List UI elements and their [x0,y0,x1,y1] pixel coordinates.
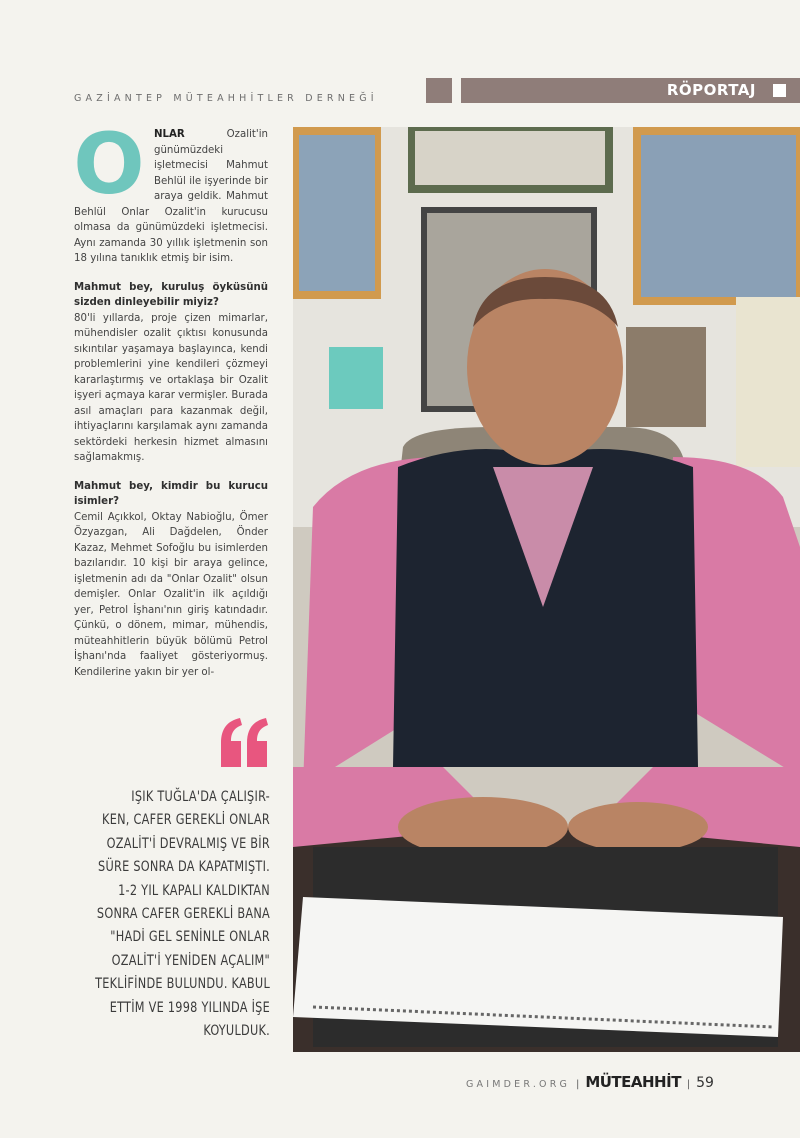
footer-site: GAIMDER.ORG [466,1079,571,1090]
pull-quote-line: OZALİT'İ DEVRALMIŞ VE BİR [106,834,270,852]
pull-quote-line: ETTİM VE 1998 YILINDA İŞE [109,998,270,1016]
pull-quote-line: SONRA CAFER GEREKLİ BANA [96,905,270,923]
section-banner [461,78,800,103]
footer-separator: | [576,1079,580,1090]
pull-quote-line: "HADİ GEL SENİNLE ONLAR [110,928,270,946]
quote-mark-icon [218,717,270,769]
header-organization: GAZİANTEP MÜTEAHHİTLER DERNEĞİ [74,93,378,104]
pull-quote [81,785,270,1042]
question-2: Mahmut bey, kimdir bu kurucu isimler? [74,480,268,507]
answer-2: Cemil Açıkkol, Oktay Nabioğlu, Ömer Özyazgan, Ali Dağdelen, Önder Kazaz, Mehmet Sofoğlu bu isimlerden bazılarıdır. 10 kişi bir araya gelince, işletmenin adı da "Onlar Ozalit" olsun demişler. Onlar Ozalit'in ilk açıldığı yer, Petrol İşhanı'nın giriş katındadır. Çünkü, o dönem, mimar, mühendis, müteahhitlerin büyük bölümü Petrol İşhanı'nda faaliyet gösteriyormuş. Kendilerine yakın bir yer ol- [74,511,268,678]
article-column [73,115,268,688]
dropcap [73,115,145,213]
portrait-photo [293,127,800,1052]
answer-1: 80'li yıllarda, proje çizen mimarlar, mühendisler ozalit çıktısı konusunda sıkıntılar yaşamaya başlayınca, kendi problemlerini yine kendileri çözmeyi kararlaştırmış ve ortaklaşa bir Ozalit işyeri açmaya karar vermişler. Burada asıl amaçları para kazanmak değil, ihtiyaçlarını karşılamak aynı zamanda sektördeki herkesin hizmet almasını sağlamakmış. [74,312,268,463]
pull-quote-line: IŞIK TUĞLA'DA ÇALIŞIR- [131,788,270,805]
question-1: Mahmut bey, kuruluş öyküsünü sizden dinleyebilir miyiz? [74,281,268,308]
pull-quote-line: 1-2 YIL KAPALI KALDIKTAN [118,881,270,899]
page-number: 59 [696,1075,714,1091]
pull-quote-line: KEN, CAFER GEREKLİ ONLAR [102,811,270,829]
dropcap-letter: O [73,115,145,213]
footer-brand: MÜTEAHHİT [585,1073,681,1091]
page-separator: | [686,1079,691,1090]
square-icon [773,84,786,97]
pull-quote-line: OZALİT'İ YENİDEN AÇALIM" [111,951,270,969]
pull-quote-line: TEKLİFİNDE BULUNDU. KABUL [95,975,270,993]
lead-bold: NLAR [154,129,185,140]
footer [466,1073,714,1091]
header-accent-box [426,78,452,103]
pull-quote-line: KOYULDUK. [203,1022,270,1040]
section-label: RÖPORTAJ [666,81,756,99]
lead-text: Ozalit'in günümüzdeki işletmecisi Mahmut Behlül ile işyerinde bir araya geldik. Mahmut Behlül Onlar Ozalit'in kurucusu olmasa da günümüzdeki işletmecisi. Aynı zamanda 30 yıllık işletmenin son 18 yılına tanıklık etmiş bir isim. [74,129,268,264]
pull-quote-line: SÜRE SONRA DA KAPATMIŞTI. [98,858,270,876]
